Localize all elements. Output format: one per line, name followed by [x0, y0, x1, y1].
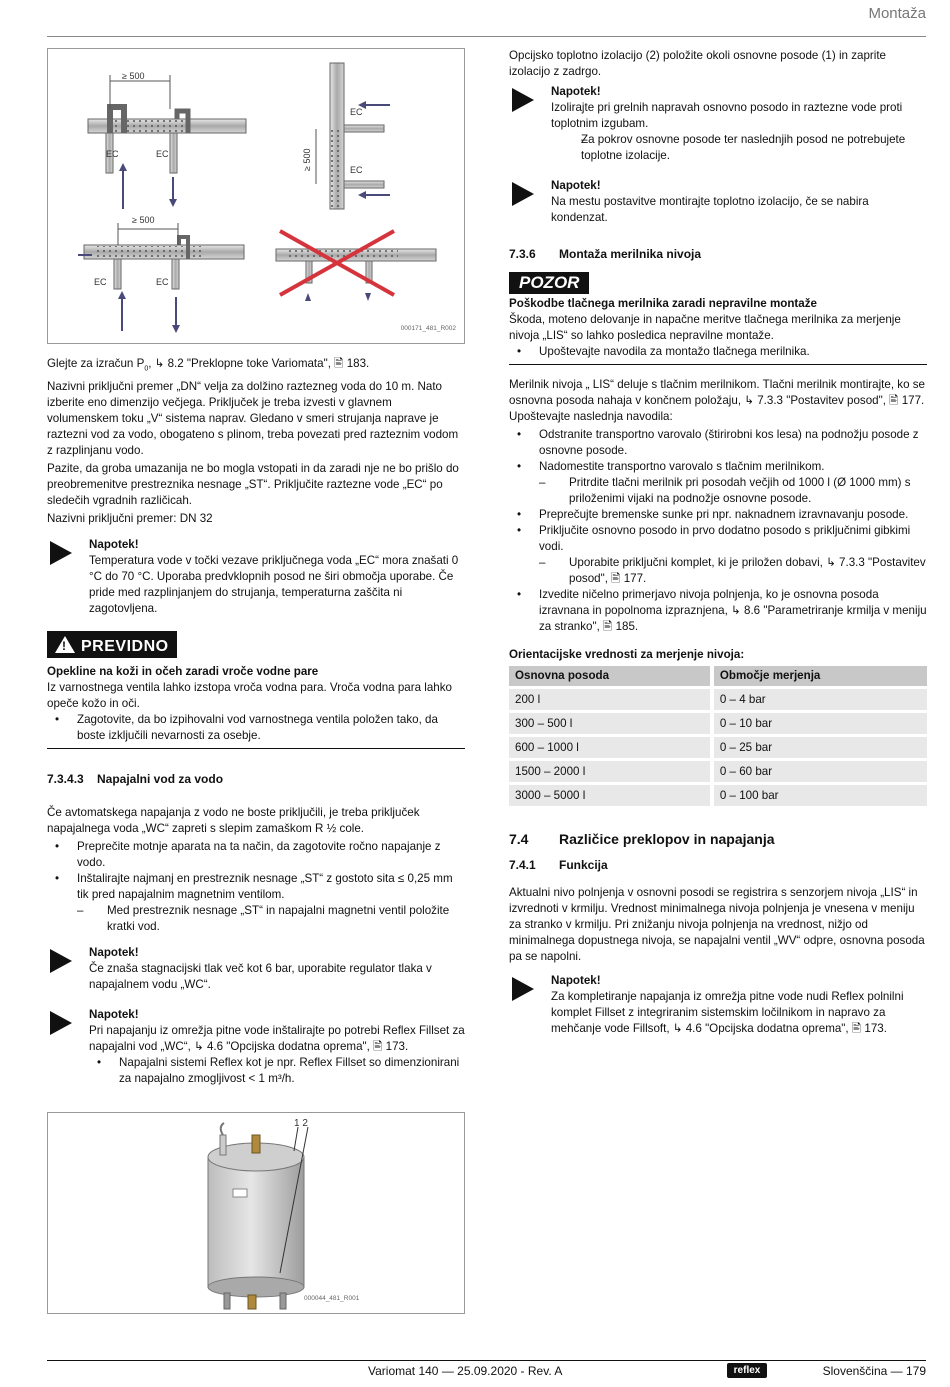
expansion-lines-diagram — [48, 49, 464, 343]
table-cell: 300 – 500 l — [509, 713, 710, 734]
table-header: Osnovna posoda — [509, 666, 710, 686]
note-arrow-icon — [50, 1011, 72, 1035]
figure-insulation — [47, 1112, 465, 1314]
note-arrow-icon — [512, 88, 534, 112]
section-heading: 7.3.6 Montaža merilnika nivoja — [509, 247, 702, 261]
bullet-list — [509, 587, 927, 635]
list-item: • Preprečujte bremenske sunke pri npr. naknadnem izravnavanju posode. — [509, 507, 927, 523]
left-column — [47, 356, 465, 1139]
note-title: Napotek! — [89, 946, 139, 960]
warning-list — [47, 712, 465, 744]
caution-text: Škoda, moteno delovanje in napačne meritve tlačnega merilnika za merjenje nivoja „LIS“ so lahko posledica nepravilne montaže. — [509, 313, 901, 342]
section-heading: 7.4 Različice preklopov in napajanja — [509, 831, 775, 847]
caution-title: Poškodbe tlačnega merilnika zaradi nepravilne montaže — [509, 297, 817, 310]
list-item: – Uporabite priključni komplet, ki je priložen dobavi, ↳ 7.3.3 "Postavitev posod", 🖹 177. — [509, 555, 927, 587]
dim-label: ≥ 500 — [122, 71, 145, 81]
note-block — [509, 973, 927, 1037]
note-text: Za kompletiranje napajanja iz omrežja pitne vode nudi Reflex polnilni komplet Fillset z integriranim sistemskim ločilnikom in napravo za mehčanje vode Fillsoft, ↳ 4.6 "Opcijska dodatna oprema", 🖹 173. — [551, 990, 904, 1035]
page-header-title: Montaža — [868, 5, 926, 22]
orientation-table — [509, 663, 927, 809]
bullet-list — [509, 507, 927, 555]
dash-list — [509, 475, 927, 507]
note-title: Napotek! — [551, 179, 601, 192]
warning-text: Iz varnostnega ventila lahko izstopa vroča vodna para. Vroča vodna para lahko opeče kožo in oči. — [47, 681, 452, 711]
dash-list — [509, 555, 927, 587]
paragraph: Nazivni priključni premer „DN“ velja za dolžino raztezneg voda do 10 m. Nato izberite eno dimenzijo večjega. Priključek je treba izvesti v glavnem volumenskem toku „V“ sistema naprav. Gledano v smeri strujanja naprave je raztezni vod za vodo, obogateno s plinom, treba povezati pred razteznim vodom z razplinjanu vodo. — [47, 380, 459, 458]
table-cell: 1500 – 2000 l — [509, 761, 710, 782]
table-cell: 0 – 10 bar — [714, 713, 927, 734]
note-arrow-icon — [512, 977, 534, 1001]
note-title: Napotek! — [551, 974, 601, 987]
footer-document-info: Variomat 140 — 25.09.2020 - Rev. A — [368, 1364, 563, 1378]
paragraph: Merilnik nivoja „ LIS“ deluje s tlačnim merilnikom. Tlačni merilnik montirajte, ko se osnovna posoda nahaja v končnem položaju, ↳ 7.3.3 "Postavitev posod", 🖹 177. Upoštevajte naslednja navodila: — [509, 378, 926, 423]
pozor-badge: POZOR — [509, 272, 589, 294]
list-item: • Inštalirajte najmanj en prestreznik nesnage „ST“ z gostoto sita ≤ 0,25 mm tik pred napajalnim magnetnim ventilom. — [47, 871, 465, 903]
note-text: Če znaša stagnacijski tlak več kot 6 bar, uporabite regulator tlaka v napajalnem vodu „WC“. — [89, 962, 432, 992]
note-dash-list — [551, 132, 927, 164]
table-cell: 0 – 4 bar — [714, 689, 927, 710]
note-block — [47, 537, 465, 617]
note-arrow-icon — [50, 541, 72, 565]
table-row — [509, 785, 927, 806]
warning-block — [47, 631, 465, 749]
table-cell: 0 – 60 bar — [714, 761, 927, 782]
dim-label: ≥ 500 — [132, 215, 155, 225]
table-cell: 200 l — [509, 689, 710, 710]
table-header-row — [509, 666, 927, 686]
table-row — [509, 761, 927, 782]
footer-page-number: Slovenščina — 179 — [822, 1364, 926, 1378]
ec-label: EC — [350, 165, 363, 175]
list-item: • Odstranite transportno varovalo (štirirobni kos lesa) na podnožju posode z osnovne posode. — [509, 427, 927, 459]
table-caption: Orientacijske vrednosti za merjenje nivoja: — [509, 648, 745, 661]
paragraph: Aktualni nivo polnjenja v osnovni posodi se registrira s senzorjem nivoja „LIS“ in izvrednoti v krmilju. Vrednost minimalnega nivoja polnjenja je vnesena v meniju za stranko v krmilju. Pri znižanju nivoja polnjenja na vrednost, nižjo od minimalnega dopustnega nivoja, se napajalni ventil „WV“ odpre, osnovna posoda pa se napolni. — [509, 886, 925, 963]
footer-rule — [47, 1360, 926, 1361]
ec-label: EC — [106, 149, 119, 159]
paragraph: Pazite, da groba umazanija ne bo mogla vstopati in da zaradi nje ne bo prišlo do preobremenitve prestreznika nesnage „ST“. Priključite raztezne vode „EC“ po sledečih vgradnih različicah. — [47, 462, 459, 508]
callout-numbers: 1 2 — [294, 1118, 308, 1129]
list-item: • Napajalni sistemi Reflex kot je npr. Reflex Fillset so dimenzionirani za napajalno zmogljivost < 1 m³/h. — [89, 1055, 465, 1087]
caution-block — [509, 272, 927, 365]
note-block — [509, 178, 927, 226]
caution-list — [509, 344, 927, 360]
section-heading: 7.3.4.3 Napajalni vod za vodo — [47, 772, 224, 787]
note-block — [47, 1007, 465, 1087]
table-row — [509, 737, 927, 758]
ec-label: EC — [156, 277, 169, 287]
header-rule — [47, 36, 926, 37]
list-item: – Pritrdite tlačni merilnik pri posodah večjih od 1000 l (Ø 1000 mm) s priloženimi vijaki na podnožje osnovne posode. — [509, 475, 927, 507]
note-title: Napotek! — [89, 538, 139, 552]
section-heading: 7.4.1 Funkcija — [509, 858, 608, 872]
figure-expansion-lines — [47, 48, 465, 344]
list-item: • Preprečite motnje aparata na ta način, da zagotovite ročno napajanje z vodo. — [47, 839, 465, 871]
previdno-badge: ! PREVIDNO — [47, 631, 177, 658]
note-list — [89, 1055, 465, 1087]
note-title: Napotek! — [89, 1008, 139, 1022]
list-item: • Nadomestite transportno varovalo s tlačnim merilnikom. — [509, 459, 927, 475]
note-text: Izolirajte pri grelnih napravah osnovno posodo in raztezne vode proti toplotnim izgubam. — [551, 101, 903, 130]
vessel-insulation-diagram — [48, 1113, 464, 1313]
note-text: Pri napajanju iz omrežja pitne vode inštalirajte po potrebi Reflex Fillset za napajalni vod „WC“, ↳ 4.6 "Opcijska dodatna oprema", 🖹 173. — [89, 1024, 465, 1054]
paragraph: Nazivni priključni premer: DN 32 — [47, 512, 213, 526]
ec-label: EC — [350, 107, 363, 117]
list-item: • Priključite osnovno posodo in prvo dodatno posodo s priključnimi gibkimi vodi. — [509, 523, 927, 555]
list-item: • Zagotovite, da bo izpihovalni vod varnostnega ventila položen tako, da boste izključili nevarnosti za osebje. — [47, 712, 465, 744]
note-text: Na mestu postavitve montirajte toplotno izolacijo, če se nabira kondenzat. — [551, 195, 869, 224]
list-item: • Upoštevajte navodila za montažo tlačnega merilnika. — [509, 344, 927, 360]
table-row — [509, 713, 927, 734]
note-arrow-icon — [50, 949, 72, 973]
ec-label: EC — [156, 149, 169, 159]
list-item: – Med prestreznik nesnage „ST“ in napajalni magnetni ventil položite kratki vod. — [47, 903, 465, 935]
bullet-list — [47, 839, 465, 903]
reflex-logo: reflex — [727, 1363, 767, 1378]
table-cell: 0 – 25 bar — [714, 737, 927, 758]
note-arrow-icon — [512, 182, 534, 206]
table-cell: 600 – 1000 l — [509, 737, 710, 758]
table-row — [509, 689, 927, 710]
paragraph: Opcijsko toplotno izolacijo (2) položite okoli osnovne posode (1) in zaprite izolacijo z zadrgo. — [509, 49, 887, 78]
paragraph: Glejte za izračun $P_0$, ↳ 8.2 "Preklopne toke Variomata", 🖹 183. — [47, 357, 370, 373]
dash-list — [47, 903, 465, 935]
warning-title: Opekline na koži in očeh zaradi vroče vodne pare — [47, 665, 319, 679]
ec-label: EC — [94, 277, 107, 287]
note-block — [509, 84, 927, 164]
figure-id: 000171_481_R002 — [400, 325, 456, 332]
note-block — [47, 945, 465, 993]
list-item: • Izvedite ničelno primerjavo nivoja polnjenja, ko je osnovna posoda izravnana in popolnoma izpraznjena, ↳ 8.6 "Parametriranje krmilja v meniju za stranko", 🖹 185. — [509, 587, 927, 635]
note-text: Temperatura vode v točki vezave priključnega voda „EC“ mora znašati 0 °C do 70 °C. Uporaba predvklopnih posod ne širi območja uporabe. Če pride med razplinjanjem do strujanja, temperaturna zaščita ni zagotovljena. — [89, 554, 459, 616]
right-column — [509, 48, 927, 1043]
note-title: Napotek! — [551, 85, 601, 98]
dim-label: ≥ 500 — [302, 148, 312, 171]
table-cell: 0 – 100 bar — [714, 785, 927, 806]
figure-id: 000044_481_R001 — [304, 1295, 360, 1302]
bullet-list — [509, 427, 927, 475]
list-item: – Za pokrov osnovne posode ter naslednjih posod ne potrebujete toplotne izolacije. — [551, 132, 927, 164]
table-header: Območje merjenja — [714, 666, 927, 686]
table-cell: 3000 – 5000 l — [509, 785, 710, 806]
paragraph: Če avtomatskega napajanja z vodo ne boste priključili, je treba priključek napajalnega voda „WC“ zapreti s slepim zamaškom R ½ cole. — [47, 806, 420, 836]
warning-icon: ! — [55, 636, 75, 653]
